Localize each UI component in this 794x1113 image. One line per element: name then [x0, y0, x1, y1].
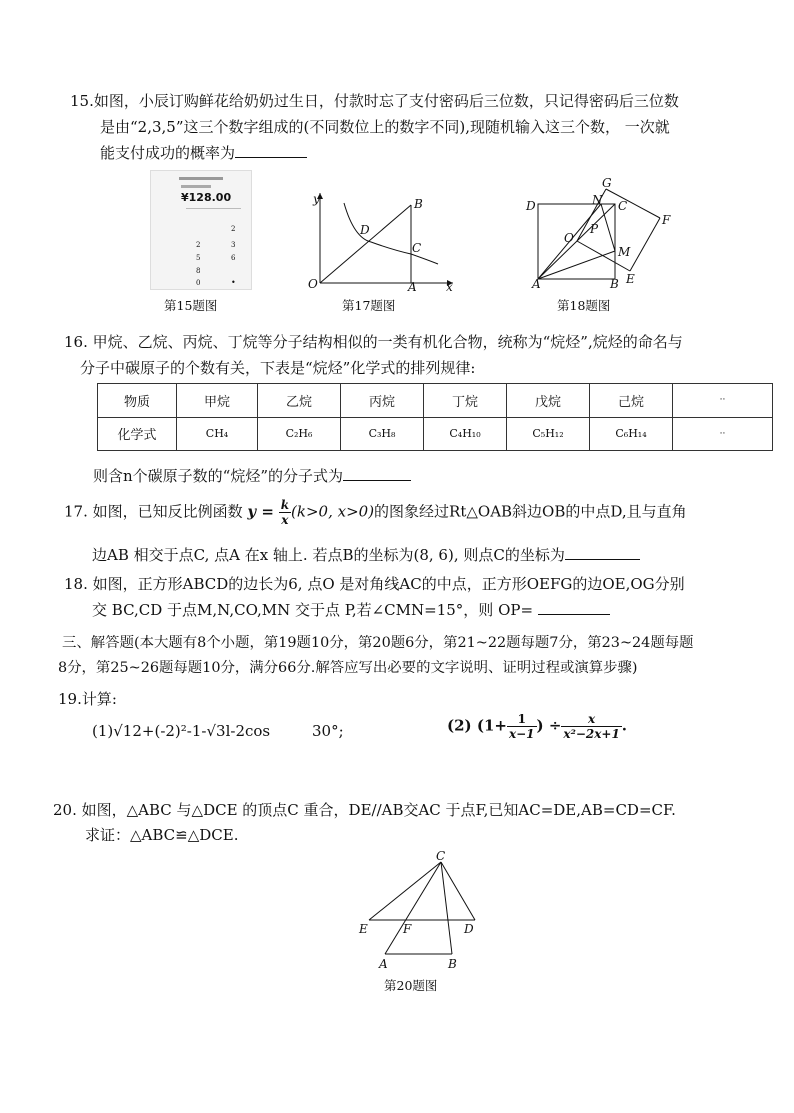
q18-line2: 交 BC,CD 于点M,N,CO,MN 交于点 P,若∠CMN=15°，则 OP=: [92, 601, 538, 619]
table-cell: 物质: [98, 384, 177, 418]
phone-divider: [186, 208, 241, 209]
point-label-A: A: [532, 277, 541, 291]
table-cell: C₄H₁₀: [424, 417, 507, 451]
q15-line2: 是由“2,3,5”这三个数字组成的(不同数位上的数字不同),现随机输入这三个数， 一次就: [100, 118, 670, 136]
denominator: x−1: [508, 727, 535, 741]
q19-part2-prefix: (2) (1+: [447, 716, 507, 735]
point-label-O: O: [308, 277, 318, 291]
axis-label-x: x: [446, 280, 453, 293]
answer-blank: [565, 558, 640, 560]
table-cell: ··: [673, 384, 773, 418]
point-label-D: D: [360, 223, 370, 237]
q19-part2-mid: ) ÷: [536, 716, 562, 735]
fig18-diagram: [522, 176, 672, 291]
point-label-N: N: [592, 193, 603, 207]
point-label-C: C: [436, 850, 446, 863]
phone-amount: ¥128.00: [181, 191, 232, 204]
table-cell: 丙烷: [341, 384, 424, 418]
fig17-diagram: [298, 188, 463, 293]
phone-key: 5: [196, 254, 201, 262]
table-cell: 甲烷: [177, 384, 258, 418]
alkane-table: [97, 383, 773, 451]
point-label-B: B: [448, 957, 457, 971]
point-label-E: E: [359, 922, 368, 936]
q20-line2: 求证：△ABC≌△DCE.: [85, 826, 239, 844]
point-label-C: C: [412, 241, 422, 255]
point-label-F: F: [403, 922, 412, 936]
point-label-B: B: [610, 277, 619, 291]
func-y: y =: [247, 502, 274, 521]
axis-label-y: y: [313, 192, 320, 206]
q19-part1b: 30°;: [312, 722, 344, 740]
fig15-caption: 第15题图: [164, 298, 218, 313]
answer-blank: [235, 156, 307, 158]
phone-key: 8: [196, 267, 201, 275]
table-cell: 戊烷: [507, 384, 590, 418]
fig15-phone-image: [150, 170, 252, 290]
point-label-A: A: [408, 280, 417, 293]
q19-title: 19.计算:: [58, 690, 117, 708]
section3-line1: 三、解答题(本大题有8个小题，第19题10分，第20题6分，第21~22题每题7分，第23~24题每题: [62, 635, 694, 651]
phone-key: 2: [231, 225, 236, 233]
phone-key: 3: [231, 241, 236, 249]
point-label-G: G: [602, 176, 612, 190]
q17-line1: [64, 498, 687, 527]
q16-line2: 分子中碳原子的个数有关，下表是“烷烃”化学式的排列规律:: [80, 359, 476, 377]
fig20-caption: 第20题图: [384, 978, 438, 993]
point-label-C: C: [618, 199, 628, 213]
answer-blank: [343, 479, 411, 481]
phone-key: 6: [231, 254, 236, 262]
section3-line2: 8分，第25~26题每题10分，满分66分.解答应写出必要的文字说明、证明过程或演算步骤): [58, 660, 638, 676]
q17-suffix: 的图象经过Rt△OAB斜边OB的中点D,且与直角: [374, 502, 687, 521]
table-cell: CH₄: [177, 417, 258, 451]
point-label-P: P: [590, 222, 599, 236]
q15-line3: 能支付成功的概率为: [100, 144, 236, 162]
point-label-O: O: [564, 231, 574, 245]
point-label-D: D: [526, 199, 536, 213]
numerator: 1: [507, 712, 537, 727]
table-cell: C₂H₆: [258, 417, 341, 451]
phone-key: •: [231, 278, 236, 287]
phone-header-bar: [179, 177, 223, 180]
phone-key: 2: [196, 241, 201, 249]
point-label-E: E: [626, 272, 635, 286]
q15-line1: 15.如图，小辰订购鲜花给奶奶过生日，付款时忘了支付密码后三位数，只记得密码后三位数: [70, 92, 679, 110]
q19-part2: [447, 712, 627, 741]
point-label-D: D: [464, 922, 474, 936]
q19-part2-end: .: [621, 716, 628, 735]
q20-line1: 20. 如图，△ABC 与△DCE 的顶点C 重合，DE//AB交AC 于点F,已知AC=DE,AB=CD=CF.: [53, 801, 676, 819]
table-cell: C₆H₁₄: [590, 417, 673, 451]
table-cell: 乙烷: [258, 384, 341, 418]
point-label-F: F: [662, 213, 671, 227]
table-cell: 化学式: [98, 417, 177, 451]
fig18-caption: 第18题图: [557, 298, 611, 313]
func-condition: (k>0, x>0): [291, 502, 375, 521]
q17-line2: 边AB 相交于点C, 点A 在x 轴上. 若点B的坐标为(8, 6), 则点C的坐标为: [92, 546, 565, 564]
point-label-B: B: [414, 197, 423, 211]
phone-key: 0: [196, 279, 201, 287]
fraction-1: [507, 712, 537, 741]
denominator: x²−2x+1: [563, 727, 620, 741]
table-row: [98, 384, 773, 418]
answer-blank: [538, 613, 610, 615]
fig17-caption: 第17题图: [342, 298, 396, 313]
q18-line1: 18. 如图，正方形ABCD的边长为6, 点O 是对角线AC的中点，正方形OEFG的边OE,OG分别: [64, 575, 685, 593]
func-fraction: [279, 498, 291, 527]
point-label-M: M: [618, 245, 631, 259]
fraction-2: [561, 712, 621, 741]
q17-prefix: 17. 如图，已知反比例函数: [64, 502, 243, 521]
phone-subheader-bar: [181, 185, 211, 188]
numerator: x: [561, 712, 621, 727]
table-cell: 己烷: [590, 384, 673, 418]
table-cell: C₃H₈: [341, 417, 424, 451]
func-numerator: k: [280, 498, 290, 512]
func-denominator: x: [281, 513, 289, 527]
q16-line1: 16. 甲烷、乙烷、丙烷、丁烷等分子结构相似的一类有机化合物，统称为“烷烃”,烷烃的命名与: [64, 333, 683, 351]
table-cell: ··: [673, 417, 773, 451]
q16-line3: 则含n个碳原子数的“烷烃”的分子式为: [93, 467, 343, 485]
fig20-diagram: [355, 850, 490, 975]
table-row: [98, 417, 773, 451]
q19-part1: (1)√12+(-2)²-1-√3l-2cos: [92, 722, 271, 740]
table-cell: 丁烷: [424, 384, 507, 418]
table-cell: C₅H₁₂: [507, 417, 590, 451]
point-label-A: A: [379, 957, 388, 971]
